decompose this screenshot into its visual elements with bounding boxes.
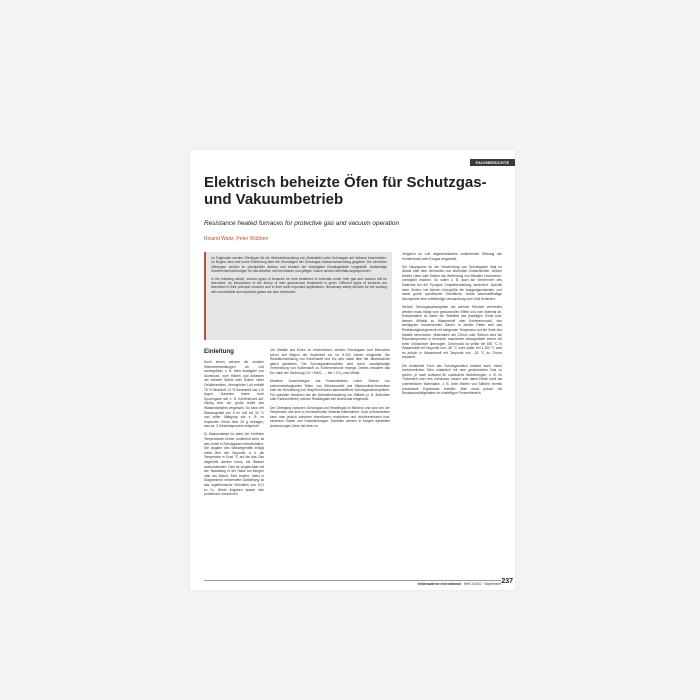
section-heading: Einleitung xyxy=(204,348,234,355)
section-tag: FACHBERICHTE xyxy=(470,159,515,166)
paragraph: Welche Schutzgasatmosphäre bei welcher Reinheit verwendet werden muss hängt vom gewünschten Effekt und vom Material ab. Entscheidend ist dabei die Stabilität des jeweiligen Oxids bzw. dessen Affinität zu Wasserstoff oder Kohlenmonoxid, den wichtigsten reduzierenden Gasen. In beiden Fällen wird das Reaktionsgleichgewicht mit steigender Temperatur auf die Seite des Metalls verschoben. Materialien wie Chrom oder Silizium sind bei Raumtemperatur in technisch machbaren Atmosphären immer mit einer Oxidschicht überzogen. Chromoxid ist selbst bei 800 °C in Wasserstoff mit Taupunkt von –80 °C nicht stabil, bei 1.200 °C wird es jedoch in Wasserstoff mit Taupunkt von –30 °C zu Chrom reduziert. xyxy=(402,304,502,360)
text-column-2 xyxy=(270,348,390,576)
paragraph: Di Wasserdampf ist allem bei erhöhten Temperaturen immer oxidierend wirkt, ist sein Anteil in Schutzgasen entscheidend. Die Angabe des Wassergehalts erfolgt meist über den Taupunkt, d. h. die Temperatur in Grad °C auf die das Gas abgekühlt werden muss, bis Wasser auskondensiert. Dies ist vergleichbar mit der Taubildung in der Natur am Morgen oder am Abend. Eine andere, meist in Diagrammen verwendete Darstellung ist das logarithmische Verhältnis von H₂O zu H₂. Beide Angaben lassen sich problemlos umrechnen. xyxy=(204,432,264,497)
paragraph: Der Übergang zwischen Schutzgas und Reaktivgas ist fließend und wird von der Temperatur und dem zu behandelnden Material mitbestimmt. Grob unterscheiden kann man jedoch zwischen brennbaren, explosiven und nichtbrennbaren bzw. neutralen Gasen und Gasmischungen. Daneben werden in einigen speziellen Anwendungen Gase mit einer im xyxy=(270,405,390,428)
page-number: 237 xyxy=(501,578,513,585)
paragraph: Moderne Anwendungen wie Russentriebes Löten, Sintern von pulvermetallurgischen Teilen, von Siliziumcarbid und Siliziumnitrid-Keramiken oder die Herstellung von Graphit erfordern sauerstofffreie Schutzgasatmosphären. Für spezielle Verfahren bei der Wärmebehandlung von Stählen (z. B. Aufkohlen oder Karbonitrieren) werden Reaktivgase wie Ammoniak eingesetzt. xyxy=(270,379,390,402)
page-footer: elektrowärme international · Heft 3/2010 · September xyxy=(417,582,501,586)
text-column-3 xyxy=(402,252,502,572)
paragraph: Um Metalle aus Erzen zu erschmelzen, werden Schutzgase vom Menschen schon seit Beginn der Kupferzeit vor ca. 8.000 Jahren eingesetzt. Die Reduktionswirkung von Kohlenstoff und Erz wird dabei über die Jahrtausende gleich geblieben. Die Schutzgasatmosphäre wird durch unvollständige Verbrennung von Kohlenstoff zu Kohlenmonoxid erzeugt. Dieses reduziert das Erz nach der Gleichung CO + MeO₂ → Me + CO₂ zum Metall. xyxy=(270,348,390,375)
article-authors: Roland Waitz, Peter Wübben xyxy=(204,236,269,242)
paragraph: Die Hauptgrund für die Verwendung von Schutzgasen liegt im Ablauf oder dem Vermeiden von störenden Oxidschichten, welche bereits Löten oder Sintern die Verbindung von Metallen erschweren, unmöglich machen. So sollen z. B. auch am Verbrennen des Materials bei der Pyrolyse Graphitherstellung verhindert. Speziell beim Sintern hat kleinen Kornglöße die Ausgangsmaterials, und damit große spezifischer Oberfläche, würde sauerstoffhaltige Atmosphäre eine vollständige Umwandlung zum Oxid bedeuten. xyxy=(402,264,502,301)
paragraph: Die einfachste Form des Schutzgasofens besteht darin, einen herkömmlichen Ofen zusätzlich mit dem gewünschten Gas zu spülen, je nach Aufwand für zusätzliche Abdichtungen, z. B. im Türbereich oder des Gehäuses, lassen sich damit Reste nicht als unerheblicher Materialien, z. B. beim Härten von Stählen, bereits brauchbare Ergebnisse erzielen. Man muss jedoch mit Restsauerstoffgehalten im einstelligen Prozentbereich xyxy=(402,363,502,396)
paragraph: Vergleich zu Luft abgeschwächten oxidierenden Wirkung wie Kohlendioxid oder Exogas eingesetzt. xyxy=(402,252,502,261)
journal-name: elektrowärme international xyxy=(417,582,461,586)
abstract-german: Im Folgenden werden Ofentypen für die Wärmebehandlung von Materialien unter Schutzgas und Vakuum beschrieben. Zu Beginn wird eine kurze Einführung über die Grundlagen der Schutzgas-/Vakuumanwendung gegeben. Die einzelnen Ofentypen werden im prinzipiellen Aufbau und Anhand der wichtigsten Einsatzgebiete vorgestellt. Notwendige Sicherheitseinrichtungen für das Arbeiten mit brennbaren und giftigen Gasen werden ebenfalls angesprochen. xyxy=(211,256,387,274)
abstract-english: In the following article, various types of furnaces for heat treatment of materials under inert gas and vacuum will be described. An introduction to the theory of inert gas/vacuum treatments is given. Different types of furnaces are described in their principal structure and in their most important applications. Necessary safety devices for the working with combustible and explosive gases are also mentioned. xyxy=(211,276,387,294)
text-column-1 xyxy=(204,348,264,576)
issue-info: Heft 3/2010 · September xyxy=(463,582,501,586)
journal-page xyxy=(190,150,515,590)
paragraph: Noch immer werden die meisten Wärmebehandlungen an Luft durchgeführt, z. B. beim Auslagern von Aluminium, zum Härten und Anlassen der meisten Stähle oder Sintern vieler Oxidkeramiken. Atmosphäre Luft enthält 78 % Stickstoff, 21 % Sauerstoff und 1 % Argon. Daneben treten noch Spurengase wie z. B. Kohlendioxid auf. Häufig wird der große Anteil des Wasserdampfes vergessen. So kann der Wassergehalt von 5 m³ Luft bei 30 °C und voller Sättigung wie z. B. im tropischen Klima über 30 g betragen, was ca. 3 Gewichtsprozent entspricht. xyxy=(204,360,264,429)
abstract-box xyxy=(204,252,392,340)
article-title: Elektrisch beheizte Öfen für Schutzgas- und Vakuumbetrieb xyxy=(204,174,487,208)
article-subtitle: Resistance heated furnaces for protective gas and vacuum operation xyxy=(204,220,400,227)
